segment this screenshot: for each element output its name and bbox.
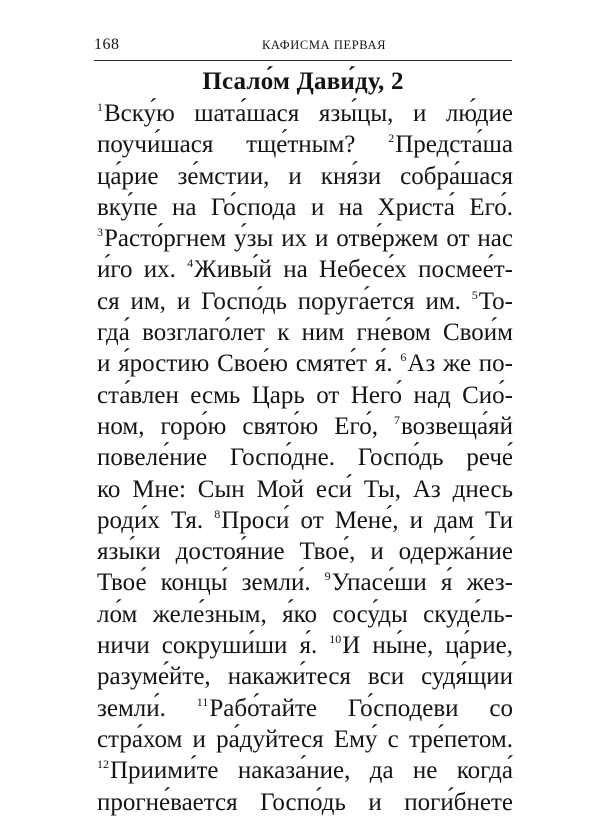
text-fragment: Приими́те наказа́ние, да не когда́ (110, 757, 513, 785)
text-line (97, 223, 513, 254)
text-line (97, 317, 513, 348)
text-fragment: Предста́ша (395, 131, 513, 159)
text-fragment: земли́. (97, 694, 197, 722)
text-line (97, 411, 513, 442)
verse-number: 8 (214, 506, 221, 521)
text-line (97, 192, 513, 223)
text-fragment: Расто́ргнем у́зы их и отве́ржем от нас (104, 225, 513, 253)
text-line (97, 724, 513, 755)
text-fragment: Твое́ концы́ земли́. (97, 569, 325, 597)
text-fragment: Рабо́тайте Го́сподеви со (209, 694, 513, 722)
text-fragment: повеле́ние Госпо́дне. Госпо́дь рече́ (97, 444, 513, 472)
text-fragment: и́го их. (97, 256, 188, 284)
page-number: 168 (94, 36, 120, 53)
text-fragment: вку́пе на Го́спода и на Христа́ Его́. (97, 193, 513, 221)
text-fragment: ном, горо́ю свято́ю Его́, (97, 412, 394, 440)
text-line (97, 630, 513, 661)
text-fragment: Упасе́ши я́ жез- (331, 569, 514, 597)
text-fragment: стра́хом и ра́дуйтеся Ему́ с тре́петом. (97, 725, 513, 753)
text-line (97, 505, 513, 536)
text-fragment: ко Мне: Сын Мой еси́ Ты, Аз днесь (97, 475, 513, 503)
text-fragment: Вску́ю шата́шася язы́цы, и лю́дие (104, 100, 513, 127)
text-line (97, 286, 513, 317)
psalm-title: Псало́м Дави́ду, 2 (202, 68, 404, 95)
text-line (97, 98, 513, 129)
text-fragment: разуме́йте, накажи́теся вси судя́щии (97, 663, 513, 691)
text-fragment: ста́влен есмь Царь от Него́ над Сио́- (97, 381, 513, 409)
text-line (97, 380, 513, 411)
verse-number: 3 (97, 225, 103, 240)
verse-number: 5 (471, 287, 478, 302)
section-title: КАФИСМА ПЕРВАЯ (262, 38, 387, 52)
text-fragment: роди́х Тя. (97, 506, 215, 534)
text-line (97, 442, 513, 473)
running-head (94, 36, 512, 58)
text-fragment: Аз же по- (407, 350, 513, 378)
text-line (97, 129, 513, 160)
text-fragment: Живы́й на Небесе́х посмее́т- (194, 256, 513, 284)
verse-number: 7 (394, 412, 400, 427)
text-line (97, 254, 513, 285)
verse-number: 10 (329, 632, 342, 647)
text-fragment: И ны́не, ца́рие, (342, 632, 514, 660)
text-fragment: Проси́ от Мене́, и дам Ти (221, 506, 513, 534)
psalm-text (97, 98, 513, 818)
text-line (97, 693, 513, 724)
text-fragment: ничи сокруши́ши я́. (97, 632, 330, 660)
text-fragment: возвеща́яй (401, 412, 513, 440)
verse-number: 4 (187, 256, 194, 271)
text-fragment: То- (478, 287, 513, 315)
verse-number: 9 (324, 569, 331, 584)
text-line (97, 787, 513, 818)
text-fragment: ся им, и Госпо́дь поруга́ется им. (97, 287, 472, 315)
verse-number: 6 (400, 350, 407, 365)
text-fragment: поучи́шася тще́тным? (97, 131, 389, 159)
text-fragment: и я́ростию Свое́ю смяте́т я́. (97, 350, 401, 378)
verse-number: 2 (388, 131, 395, 146)
header-rule (94, 60, 512, 61)
text-fragment: язы́ки достоя́ние Твое́, и одержа́ние (97, 538, 513, 566)
text-line (97, 536, 513, 567)
text-line (97, 348, 513, 379)
verse-number: 11 (196, 694, 209, 709)
text-line (97, 161, 513, 192)
text-line (97, 755, 513, 786)
text-line (97, 567, 513, 598)
text-fragment: ло́м желе́зным, я́ко сосу́ды скуде́ль- (97, 600, 513, 628)
verse-number: 1 (97, 100, 103, 114)
verse-number: 12 (97, 757, 109, 772)
text-fragment: ца́рие зе́мстии, и кня́зи собра́шася (97, 162, 513, 190)
text-line (97, 474, 513, 505)
text-fragment: прогне́вается Госпо́дь и поги́бнете (97, 788, 513, 816)
text-fragment: гда́ возглаго́лет к ним гне́вом Свои́м (97, 319, 513, 347)
text-line (97, 599, 513, 630)
text-line (97, 661, 513, 692)
